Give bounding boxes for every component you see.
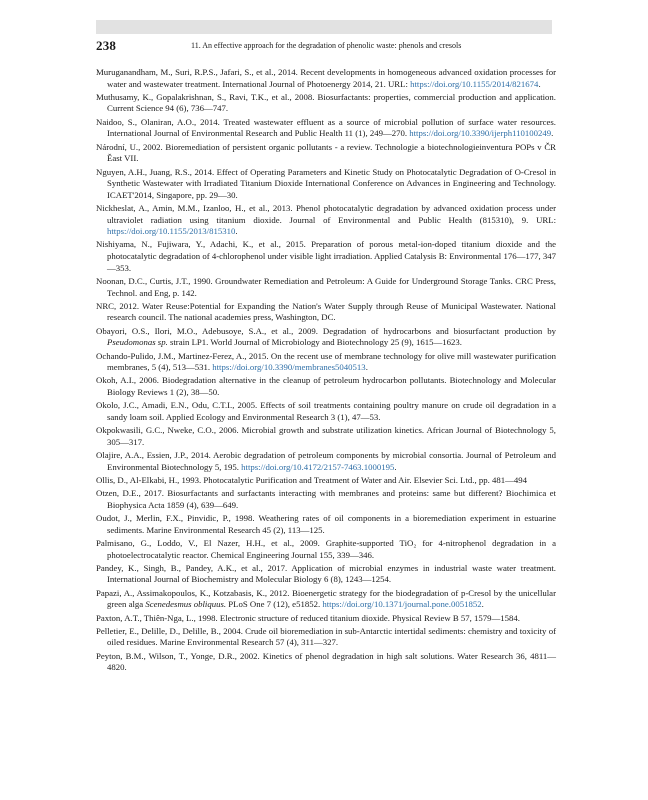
reference-text: Muruganandham, M., Suri, R.P.S., Jafari, S., et al., 2014. Recent developments in homogeneous advanced oxidation processes for water and wastewater treatment. International Journal of Photoenergy 2014, 21. URL: <box>96 67 556 89</box>
reference-text: Okolo, J.C., Amadi, E.N., Odu, C.T.I., 2005. Effects of soil treatments containing poultry manure on crude oil degradation in a sandy loam soil. Applied Ecology and Environmental Research 3 (1), 47—53. <box>96 400 556 422</box>
reference-entry <box>96 326 556 349</box>
reference-entry <box>96 67 556 90</box>
reference-text: Nishiyama, N., Fujiwara, Y., Adachi, K., et al., 2015. Preparation of porous metal-ion-doped titanium dioxide and the photocatalytic degradation of 4-chlorophenol under visible light irradiation. Applied Catalysis B: Environmental 176—177, 347—353. <box>96 239 556 273</box>
reference-text: Okpokwasili, G.C., Nweke, C.O., 2006. Microbial growth and substrate utilization kinetics. African Journal of Biotechnology 5, 305—317. <box>96 425 556 447</box>
reference-entry <box>96 626 556 649</box>
reference-text: NRC, 2012. Water Reuse:Potential for Expanding the Nation's Water Supply through Reuse of Municipal Wastewater. National research council. The national academies press, Washington, DC. <box>96 300 556 323</box>
reference-italic: Pseudomonas sp. <box>107 337 168 348</box>
reference-entry <box>96 142 556 165</box>
reference-entry <box>96 400 556 423</box>
reference-text: Peyton, B.M., Wilson, T., Yonge, D.R., 2002. Kinetics of phenol degradation in high salt solutions. Water Research 36, 4811—4820. <box>96 650 556 673</box>
reference-end: . <box>551 128 554 139</box>
reference-entry <box>96 450 556 473</box>
reference-entry <box>96 203 556 238</box>
reference-entry <box>96 475 556 487</box>
reference-text: Naidoo, S., Olaniran, A.O., 2014. Treated wastewater effluent as a source of microbial pollution of surface water resources. International Journal of Environmental Research and Public Health 11 (1), 249—270. <box>96 116 556 139</box>
reference-text: Nguyen, A.H., Juang, R.S., 2014. Effect of Operating Parameters and Kinetic Study on Photocatalytic Degradation of O-Cresol in Synthetic Wastewater with Irradiated Titanium Dioxide International Conference on Advances in Engineering and Technology. ICAET'2014, Singapore, pp. 29—30. <box>96 166 556 200</box>
reference-end: . <box>365 362 368 373</box>
reference-text: Národní, U., 2002. Bioremediation of persistent organic pollutants - a review. Technologie a biotechnologieinventura POPs v ČR Ěast VII. <box>96 141 556 164</box>
reference-entry <box>96 538 556 561</box>
reference-entry <box>96 588 556 611</box>
running-title: 11. An effective approach for the degradation of phenolic waste: phenols and cresols <box>191 41 462 50</box>
reference-text: Ollis, D., Al-Elkabi, H., 1993. Photocatalytic Purification and Treatment of Water and Air. Elsevier Sci. Ltd., pp. 481—494 <box>96 474 527 485</box>
reference-entry <box>96 563 556 586</box>
reference-text: Muthusamy, K., Gopalakrishnan, S., Ravi, T.K., et al., 2008. Biosurfactants: properties, commercial production and application. Current Science 94 (6), 736—747. <box>96 91 556 114</box>
doi-link[interactable]: https://doi.org/10.3390/membranes5040513 <box>212 362 366 373</box>
reference-entry <box>96 301 556 324</box>
reference-end: . <box>538 78 541 89</box>
reference-entry <box>96 239 556 274</box>
page-header <box>96 38 552 54</box>
reference-text: Obayori, O.S., Ilori, M.O., Adebusoye, S.A., et al., 2009. Degradation of hydrocarbons and biosurfactant production by <box>96 325 556 336</box>
reference-text: Otzen, D.E., 2017. Biosurfactants and surfactants interacting with membranes and proteins: same but different? Biochimica et Biophysica Acta 1859 (4), 639—649. <box>96 488 556 510</box>
doi-link[interactable]: https://doi.org/10.3390/ijerph110100249 <box>409 128 552 139</box>
reference-entry <box>96 92 556 115</box>
header-bar <box>96 20 552 34</box>
reference-text: Palmisano, G., Loddo, V., El Nazer, H.H., et al., 2009. Graphite-supported TiO₂ for 4-nitrophenol degradation in a photoelectrocatalytic reactor. Chemical Engineering Journal 155, 339—346. <box>96 537 556 560</box>
reference-list <box>96 67 556 676</box>
reference-text: Nickheslat, A., Amin, M.M., Izanloo, H., et al., 2013. Phenol photocatalytic degradation by advanced oxidation process under ultraviolet radiation using titanium dioxide. Journal of Environmental and Public Health (815310), 9. URL: <box>96 202 556 225</box>
reference-entry <box>96 375 556 398</box>
reference-end: . <box>235 226 238 237</box>
reference-entry <box>96 613 556 625</box>
reference-text: Oudot, J., Merlin, F.X., Pinvidic, P., 1998. Weathering rates of oil components in a bioremediation experiment in estuarine sediments. Marine Environmental Research 45 (2), 113—125. <box>96 513 556 535</box>
doi-link[interactable]: https://doi.org/10.1155/2013/815310 <box>107 226 236 237</box>
reference-text: Olajire, A.A., Essien, J.P., 2014. Aerobic degradation of petroleum components by microbial consortia. Journal of Petroleum and Environmental Biotechnology 5, 195. <box>96 450 556 472</box>
reference-text: Ochando-Pulido, J.M., Martinez-Ferez, A., 2015. On the recent use of membrane technology for olive mill wastewater purification membranes, 5 (4), 513—531. <box>96 350 556 373</box>
reference-entry <box>96 513 556 536</box>
reference-entry <box>96 117 556 140</box>
reference-end: . <box>394 461 397 472</box>
reference-text: Okoh, A.I., 2006. Biodegradation alternative in the cleanup of petroleum hydrocarbon pollutants. Biotechnology and Molecular Biology Reviews 1 (2), 38—50. <box>96 375 556 397</box>
reference-entry <box>96 425 556 448</box>
reference-text: Pelletier, E., Delille, D., Delille, B., 2004. Crude oil bioremediation in sub-Antarctic intertidal sediments: chemistry and toxicity of oiled residues. Marine Environmental Research 57 (4), 311—327. <box>96 625 556 648</box>
reference-text-cont: strain LP1. World Journal of Microbiology and Biotechnology 25 (9), 1615—1623. <box>167 337 462 348</box>
reference-text: Paxton, A.T., Thiên-Nga, L., 1998. Electronic structure of reduced titanium dioxide. Physical Review B 57, 1579—1584. <box>96 612 520 623</box>
reference-italic: Scenedesmus obliquus. <box>145 599 227 610</box>
reference-entry <box>96 488 556 511</box>
reference-text: Pandey, K., Singh, B., Pandey, A.K., et al., 2017. Application of microbial enzymes in industrial waste water treatment. International Journal of Biochemistry and Molecular Biology 6 (8), 1243—1254. <box>96 562 556 585</box>
doi-link[interactable]: https://doi.org/10.4172/2157-7463.1000195 <box>241 461 395 472</box>
reference-entry <box>96 351 556 374</box>
reference-entry <box>96 276 556 299</box>
reference-text: Papazi, A., Assimakopoulos, K., Kotzabasis, K., 2012. Bioenergetic strategy for the biodegradation of p-Cresol by the unicellular green alga <box>96 587 556 610</box>
reference-entry <box>96 651 556 674</box>
reference-entry <box>96 167 556 202</box>
doi-link[interactable]: https://doi.org/10.1155/2014/821674 <box>410 78 539 89</box>
page-number: 238 <box>96 38 117 53</box>
reference-text-cont: PLoS One 7 (12), e51852. <box>226 599 323 610</box>
reference-end: . <box>481 599 484 610</box>
doi-link[interactable]: https://doi.org/10.1371/journal.pone.0051852 <box>322 599 482 610</box>
reference-text: Noonan, D.C., Curtis, J.T., 1990. Groundwater Remediation and Petroleum: A Guide for Underground Storage Tanks. CRC Press, Technol. and Eng, p. 142. <box>96 275 556 298</box>
